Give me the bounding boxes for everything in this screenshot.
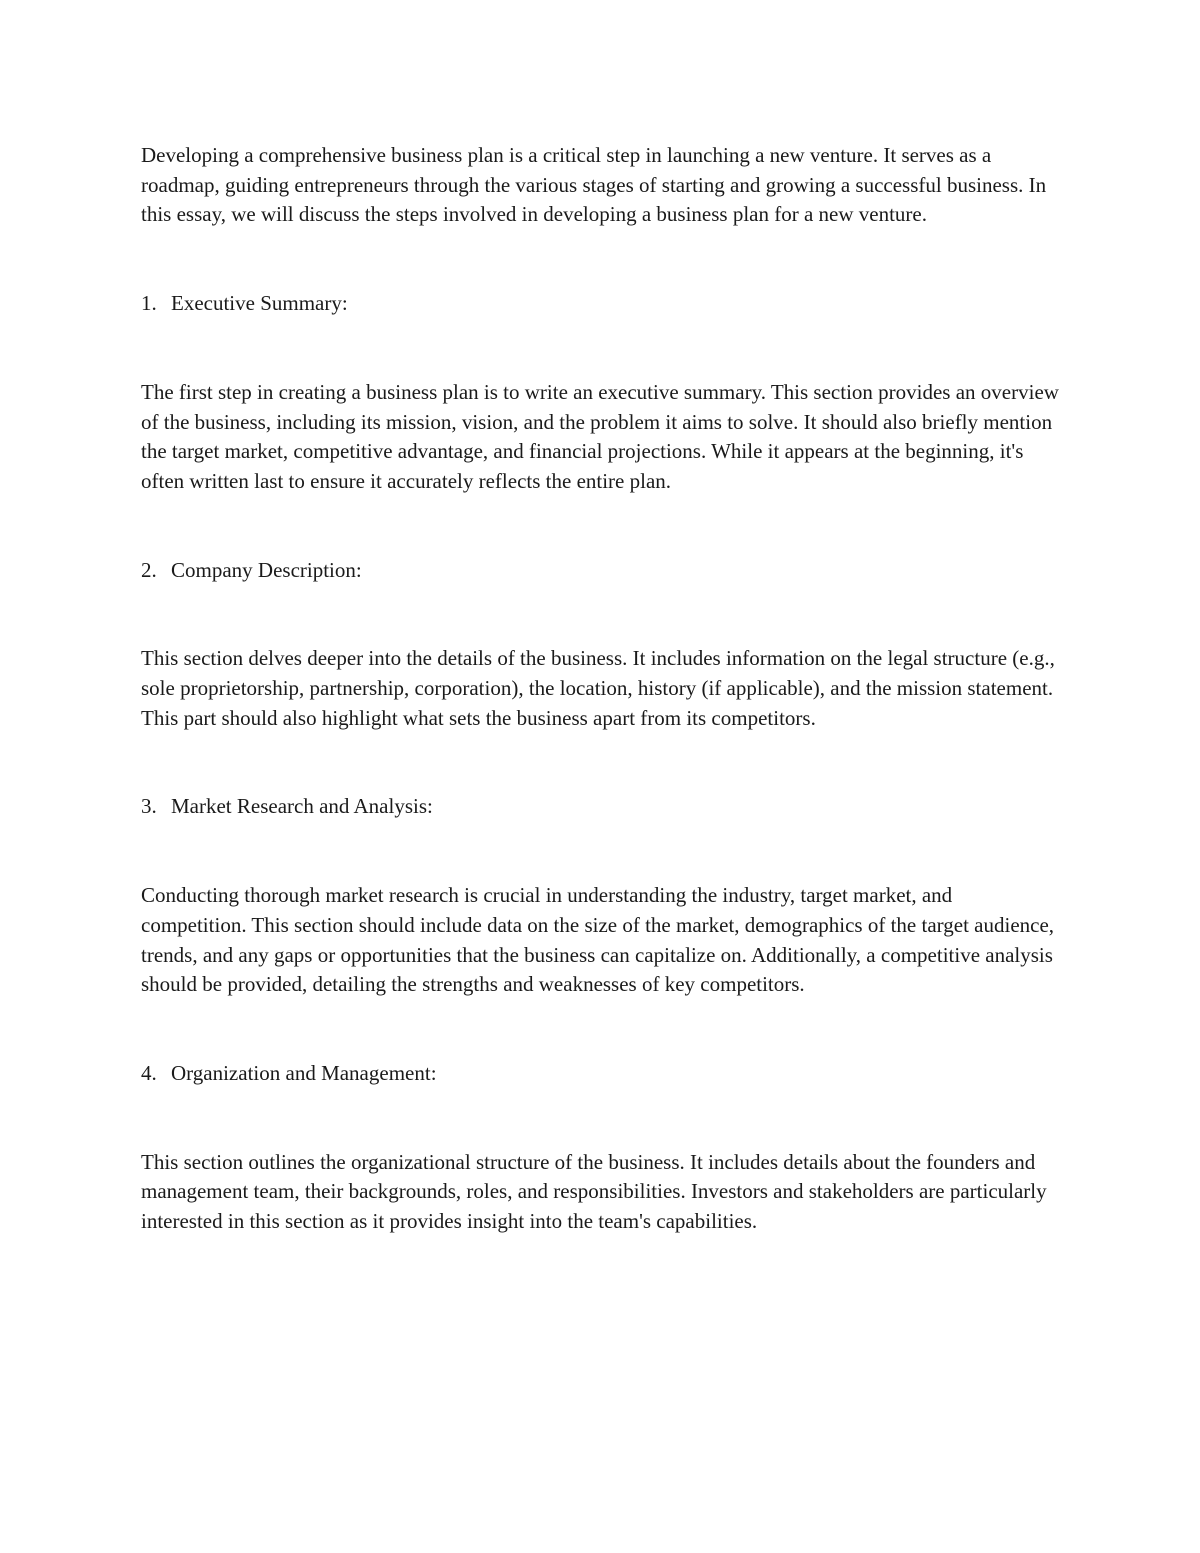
section-body-executive-summary: The first step in creating a business plan is to write an executive summary. This section provides an overview of the business, including its mission, vision, and the problem it aims to solve. It should also briefly mention the target market, competitive advantage, and financial projections. While it appears at the beginning, it's often written last to ensure it accurately reflects the entire plan. (141, 379, 1059, 493)
section-title: Organization and Management: (171, 1060, 437, 1085)
section-title: Market Research and Analysis: (171, 794, 433, 819)
section-heading-company-description (141, 556, 1061, 586)
section-heading-organization-management (141, 1059, 1061, 1089)
section-title: Executive Summary: (171, 291, 348, 316)
document-body (141, 141, 1061, 1296)
section-heading-executive-summary (141, 289, 1061, 319)
section-body-organization-management: This section outlines the organizational structure of the business. It includes details about the founders and management team, their backgrounds, roles, and responsibilities. Investors and stakeholders are particularly interested in this section as it provides insight into the team's capabilities. (141, 1149, 1047, 1234)
section-number: 4. (141, 1060, 157, 1085)
section-body-company-description: This section delves deeper into the details of the business. It includes information on the legal structure (e.g., sole proprietorship, partnership, corporation), the location, history (if applicable), and the mission statement. This part should also highlight what sets the business apart from its competitors. (141, 646, 1055, 730)
section-title: Company Description: (171, 557, 362, 582)
section-number: 1. (141, 291, 157, 316)
section-number: 2. (141, 557, 157, 582)
section-heading-market-research (141, 792, 1061, 822)
section-body-market-research: Conducting thorough market research is crucial in understanding the industry, target market, and competition. This section should include data on the size of the market, demographics of the target audience, trends, and any gaps or opportunities that the business can capitalize on. Additionally, a competitive analysis should be provided, detailing the strengths and weaknesses of key competitors. (141, 883, 1055, 997)
intro-paragraph: Developing a comprehensive business plan is a critical step in launching a new venture. It serves as a roadmap, guiding entrepreneurs through the various stages of starting and growing a successful business. In this essay, we will discuss the steps involved in developing a business plan for a new venture. (141, 143, 1047, 227)
section-number: 3. (141, 794, 157, 819)
